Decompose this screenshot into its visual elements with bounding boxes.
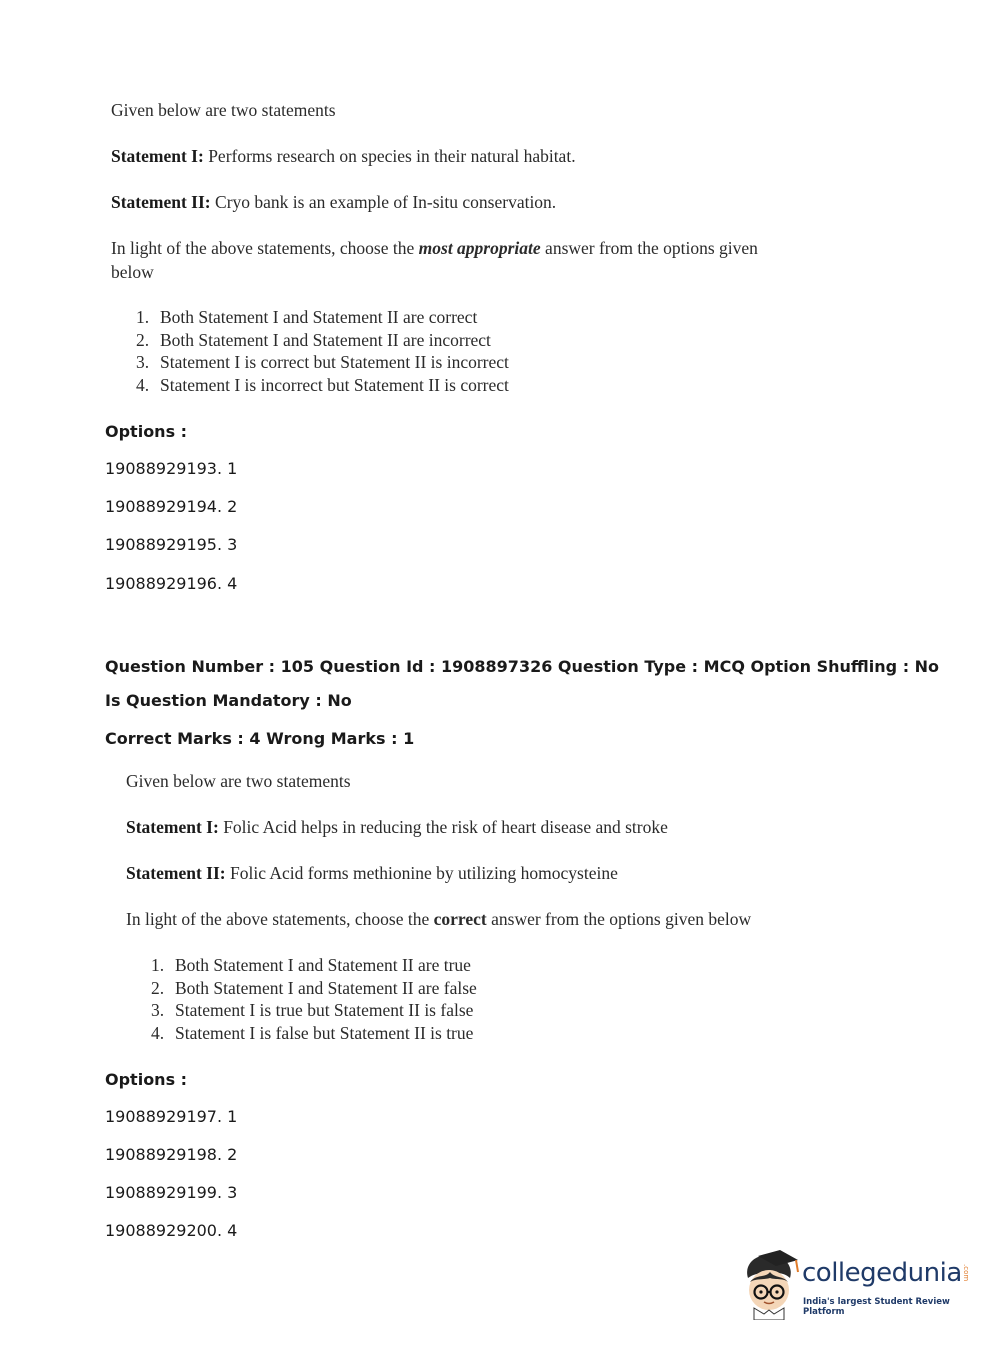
q2-instruction xyxy=(126,909,751,930)
list-item: 1. Both Statement I and Statement II are correct xyxy=(136,307,478,327)
q2-instruction-post: answer from the options given below xyxy=(486,909,752,929)
q1-option-3: 19088929195. 3 xyxy=(105,535,238,554)
q1-instruction xyxy=(111,238,758,259)
list-item: 3. Statement I is true but Statement II is false xyxy=(151,1000,474,1020)
q1-statement-1-text: Performs research on species in their natural habitat. xyxy=(203,146,576,166)
q1-instruction-post: answer from the options given xyxy=(540,238,758,258)
q1-intro: Given below are two statements xyxy=(111,100,336,120)
q2-statement-2-label: Statement II: xyxy=(126,863,226,883)
q2-meta-line-2: Is Question Mandatory : No xyxy=(105,691,352,710)
q1-option-4: 19088929196. 4 xyxy=(105,574,238,593)
q2-choice-list xyxy=(151,954,477,1044)
q2-statement-1-text: Folic Acid helps in reducing the risk of heart disease and stroke xyxy=(218,817,668,837)
logo-name: collegedunia xyxy=(802,1258,962,1288)
q1-statement-2-text: Cryo bank is an example of In-situ conservation. xyxy=(210,192,557,212)
logo-tagline: India's largest Student Review Platform xyxy=(803,1297,950,1317)
q1-choice-list xyxy=(136,306,509,396)
q2-option-1: 19088929197. 1 xyxy=(105,1107,238,1126)
q2-meta-line-3: Correct Marks : 4 Wrong Marks : 1 xyxy=(105,729,415,748)
q2-statement-1-label: Statement I: xyxy=(126,817,219,837)
q2-statement-1 xyxy=(126,817,668,838)
list-item: 3. Statement I is correct but Statement II is incorrect xyxy=(136,352,509,372)
q1-instruction-line2: below xyxy=(111,262,154,282)
q2-instruction-pre: In light of the above statements, choose the xyxy=(126,909,434,929)
q2-option-4: 19088929200. 4 xyxy=(105,1221,238,1240)
q1-statement-2 xyxy=(111,192,556,213)
q1-statement-2-label: Statement II: xyxy=(111,192,211,212)
q2-intro: Given below are two statements xyxy=(126,771,351,791)
q1-statement-1-label: Statement I: xyxy=(111,146,204,166)
q1-instruction-pre: In light of the above statements, choose the xyxy=(111,238,419,258)
list-item: 1. Both Statement I and Statement II are true xyxy=(151,955,471,975)
q2-options-label: Options : xyxy=(105,1070,188,1089)
q1-instruction-emphasis: most appropriate xyxy=(418,238,541,258)
list-item: 2. Both Statement I and Statement II are false xyxy=(151,977,477,998)
q2-statement-2 xyxy=(126,863,618,884)
q1-option-1: 19088929193. 1 xyxy=(105,459,238,478)
q2-statement-2-text: Folic Acid forms methionine by utilizing homocysteine xyxy=(225,863,618,883)
list-item: 4. Statement I is incorrect but Statement II is correct xyxy=(136,374,509,395)
q2-option-3: 19088929199. 3 xyxy=(105,1183,238,1202)
q1-statement-1 xyxy=(111,146,576,167)
collegedunia-logo xyxy=(740,1248,970,1320)
list-item: 2. Both Statement I and Statement II are incorrect xyxy=(136,329,491,350)
q2-instruction-emphasis: correct xyxy=(433,909,487,929)
mascot-icon xyxy=(740,1248,800,1320)
q1-option-2: 19088929194. 2 xyxy=(105,497,238,516)
logo-suffix: .com xyxy=(962,1264,970,1282)
q2-option-2: 19088929198. 2 xyxy=(105,1145,238,1164)
q1-options-label: Options : xyxy=(105,422,188,441)
list-item: 4. Statement I is false but Statement II is true xyxy=(151,1022,474,1043)
q2-meta-line-1: Question Number : 105 Question Id : 1908897326 Question Type : MCQ Option Shuffling : No xyxy=(105,657,940,676)
